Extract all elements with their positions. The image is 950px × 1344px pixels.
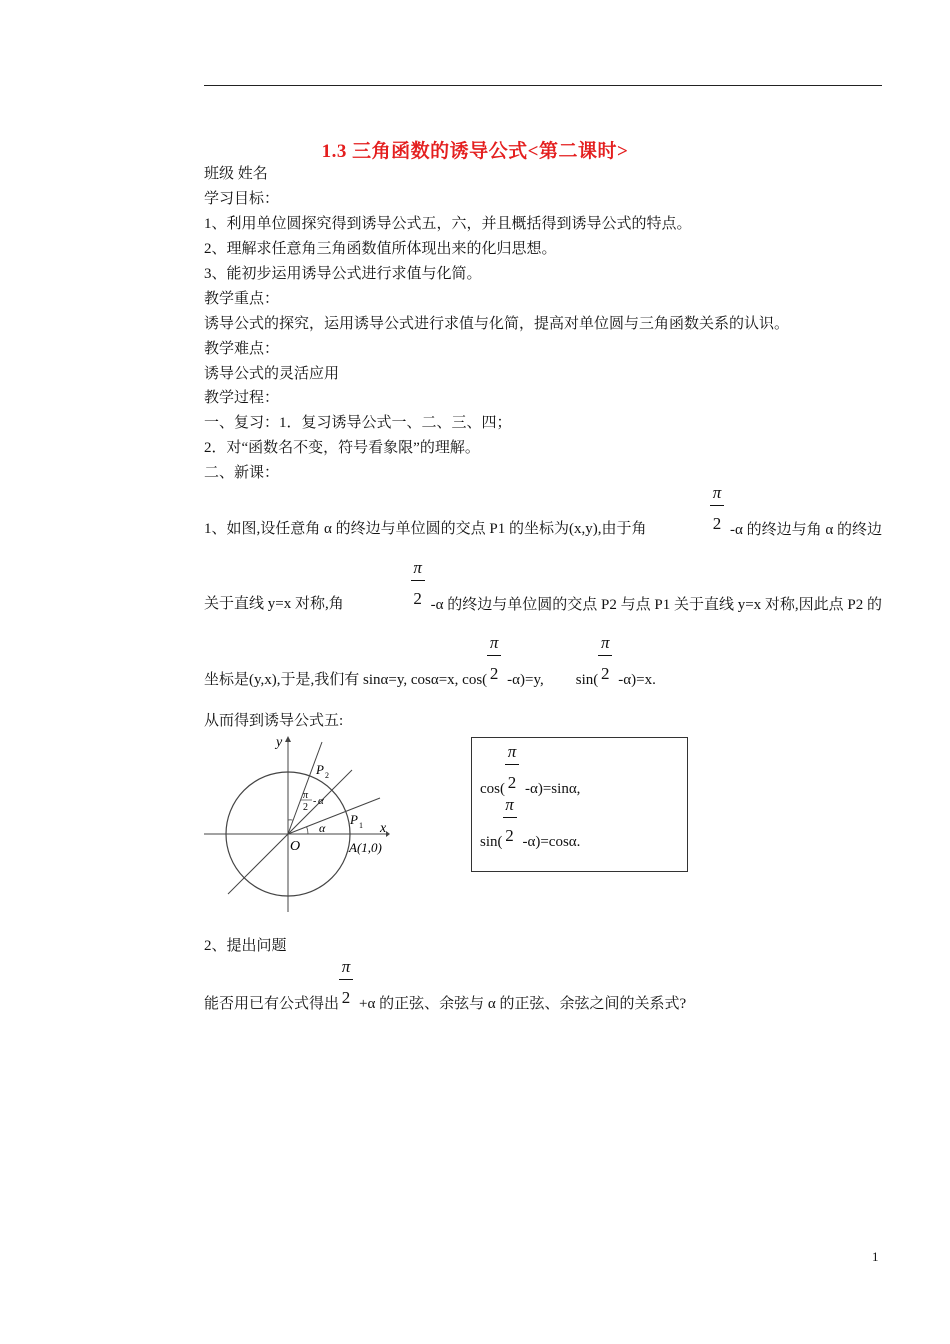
x-axis-arrow — [386, 831, 390, 837]
frac-denominator: 2 — [712, 514, 722, 533]
x-axis-label: x — [380, 821, 387, 836]
frac-numerator: π — [507, 742, 517, 761]
goal-item: 2、理解求任意角三角函数值所体现出来的化归思想。 — [204, 241, 557, 257]
pi-over-2-fraction — [598, 633, 612, 689]
pi-over-2-fraction — [487, 633, 501, 689]
para1-text: -α 的终边与单位圆的交点 P2 与点 P1 关于直线 y=x 对称,因此点 P2 的 — [430, 597, 882, 613]
terminal-side-p1 — [288, 798, 380, 834]
frac-denominator: 2 — [601, 664, 610, 683]
formula-text: cos( — [480, 781, 505, 797]
alpha-label: α — [319, 821, 326, 835]
pi-over-2-fraction — [339, 957, 353, 1013]
pi-over-2-fraction — [710, 483, 724, 539]
frac-denominator: 2 — [489, 664, 499, 683]
frac-denominator: 2 — [505, 826, 514, 845]
focus-heading: 教学重点： — [204, 291, 280, 307]
terminal-side-p2 — [288, 742, 322, 834]
review-line-2: 2．对“函数名不变，符号看象限”的理解。 — [204, 440, 480, 456]
frac-denominator: 2 — [341, 988, 351, 1007]
frac-numerator: π — [413, 558, 422, 577]
para1-text: -α)=x. — [618, 672, 656, 688]
formula-text: -α)=cosα. — [522, 834, 581, 850]
p1-label: P — [350, 812, 358, 827]
point-a-label: A(1,0) — [349, 840, 382, 855]
goals-heading: 学习目标： — [204, 191, 280, 207]
para1-line1 — [204, 483, 882, 539]
goal-item: 1、利用单位圆探究得到诱导公式五，六，并且概括得到诱导公式的特点。 — [204, 216, 692, 232]
question-text: 能否用已有公式得出 — [204, 996, 340, 1012]
para1-text: -α 的终边与角 α 的终边 — [730, 522, 882, 538]
p1-subscript: 1 — [359, 821, 363, 830]
frac-numerator: π — [712, 483, 722, 502]
question-text: +α 的正弦、余弦与 α 的正弦、余弦之间的关系式? — [359, 996, 687, 1012]
para1-text-with-frac — [411, 558, 882, 614]
frac-numerator: π — [341, 957, 351, 976]
frac-bar — [339, 979, 353, 980]
new-lesson-heading: 二、新课： — [204, 465, 280, 481]
pi-over-2-fraction — [503, 795, 517, 851]
frac-bar — [710, 505, 724, 506]
unit-circle-figure — [204, 734, 390, 914]
two-label: 2 — [303, 802, 308, 813]
difficulty-text: 诱导公式的灵活应用 — [204, 366, 340, 382]
conclusion-line: 从而得到诱导公式五: — [204, 713, 344, 729]
para1-line3 — [204, 633, 656, 689]
frac-numerator: π — [505, 795, 514, 814]
goal-item: 3、能初步运用诱导公式进行求值与化简。 — [204, 266, 482, 282]
frac-bar — [598, 655, 612, 656]
p2-label: P — [316, 762, 324, 777]
frac-bar — [411, 580, 425, 581]
para1-text-with-frac — [710, 483, 882, 539]
frac-numerator: π — [489, 633, 499, 652]
origin-label: O — [290, 839, 301, 854]
focus-text: 诱导公式的探究，运用诱导公式进行求值与化简，提高对单位圆与三角函数关系的认识。 — [204, 316, 790, 332]
pi-label: π — [303, 790, 309, 801]
frac-bar — [503, 817, 517, 818]
formula-text: -α)=sinα, — [525, 781, 581, 797]
formula-cos-line — [480, 742, 581, 798]
formula-text: sin( — [480, 834, 503, 850]
angle-arc-alpha — [307, 827, 308, 834]
frac-denominator: 2 — [413, 589, 422, 608]
frac-bar — [505, 764, 519, 765]
para1-text: -α)=y, — [507, 672, 544, 688]
header-rule — [204, 85, 882, 86]
para1-line2 — [204, 558, 882, 614]
para1-text: 关于直线 y=x 对称,角 — [204, 596, 344, 612]
minus-label: - — [313, 796, 317, 807]
y-axis-arrow — [285, 736, 291, 742]
pi-over-2-fraction — [411, 558, 425, 614]
frac-numerator: π — [601, 633, 610, 652]
para1-text: 1、如图,设任意角 α 的终边与单位圆的交点 P1 的坐标为(x,y),由于角 — [204, 521, 647, 537]
alpha2-label: α — [318, 795, 324, 807]
para1-text: 坐标是(y,x),于是,我们有 sinα=y, cosα=x, cos( — [204, 672, 488, 688]
frac-denominator: 2 — [507, 773, 517, 792]
formula-box — [471, 737, 688, 872]
para1-text: sin( — [575, 672, 599, 688]
frac-bar — [487, 655, 501, 656]
question-line — [204, 957, 687, 1013]
process-heading: 教学过程： — [204, 390, 280, 406]
difficulty-heading: 教学难点： — [204, 341, 280, 357]
review-line: 一、复习：1．复习诱导公式一、二、三、四； — [204, 415, 512, 431]
p2-subscript: 2 — [325, 771, 329, 780]
page-title: 1.3 三角函数的诱导公式<第二课时> — [321, 141, 629, 162]
formula-sin-line — [480, 795, 581, 851]
page-number: 1 — [872, 1249, 879, 1264]
question-heading: 2、提出问题 — [204, 938, 287, 954]
class-name-line: 班级 姓名 — [204, 166, 268, 182]
y-axis-label: y — [276, 735, 283, 750]
